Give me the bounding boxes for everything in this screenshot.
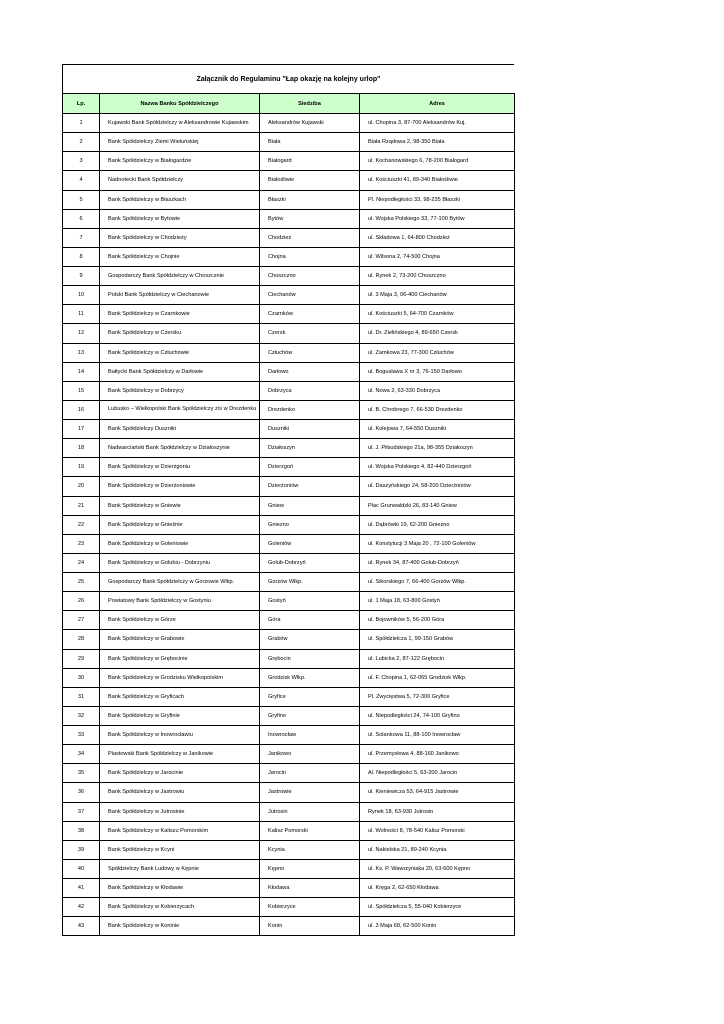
- bank-name-cell: Bank Spółdzielczy w Dzierżoniowie: [100, 477, 260, 496]
- seat-cell: Czarnków: [260, 305, 360, 324]
- bank-name-cell: Bank Spółdzielczy w Czersku: [100, 324, 260, 343]
- row-number-cell: 33: [63, 726, 100, 745]
- row-number-cell: 32: [63, 706, 100, 725]
- table-row: [63, 534, 515, 553]
- seat-cell: Grabów: [260, 630, 360, 649]
- bank-name-cell: Bank Spółdzielczy Ziemi Wieluńskiej: [100, 133, 260, 152]
- table-row: [63, 706, 515, 725]
- seat-cell: Jutrosin: [260, 802, 360, 821]
- seat-cell: Błaszki: [260, 190, 360, 209]
- address-cell: ul. Ks. P. Wawrzyniaka 20, 63-600 Kępno: [360, 859, 515, 878]
- table-row: [63, 917, 515, 936]
- row-number-cell: 29: [63, 649, 100, 668]
- row-number-cell: 2: [63, 133, 100, 152]
- table-row: [63, 439, 515, 458]
- table-row: [63, 573, 515, 592]
- column-header-lp: Lp.: [63, 94, 100, 114]
- bank-name-cell: Bank Spółdzielczy w Kłodawie: [100, 879, 260, 898]
- row-number-cell: 18: [63, 439, 100, 458]
- seat-cell: Drezdenko: [260, 400, 360, 419]
- table-row: [63, 114, 515, 133]
- bank-name-cell: Gospodarczy Bank Spółdzielczy w Gorzowie Wlkp.: [100, 573, 260, 592]
- table-row: [63, 611, 515, 630]
- row-number-cell: 12: [63, 324, 100, 343]
- address-cell: ul. Kręga 2, 62-650 Kłodawa: [360, 879, 515, 898]
- row-number-cell: 34: [63, 745, 100, 764]
- row-number-cell: 36: [63, 783, 100, 802]
- table-row: [63, 783, 515, 802]
- seat-cell: Góra: [260, 611, 360, 630]
- address-cell: ul. J. Piłsudskiego 21a, 98-355 Działoszyn: [360, 439, 515, 458]
- bank-name-cell: Powiatowy Bank Spółdzielczy w Gostyniu: [100, 592, 260, 611]
- table-row: [63, 515, 515, 534]
- address-cell: ul. Wolności 8, 78-540 Kalisz Pomorski: [360, 821, 515, 840]
- bank-name-cell: Bank Spółdzielczy w Górze: [100, 611, 260, 630]
- table-row: [63, 726, 515, 745]
- address-cell: ul. F. Chopina 1, 62-065 Grodzisk Wlkp.: [360, 668, 515, 687]
- seat-cell: Jastrowie: [260, 783, 360, 802]
- address-cell: ul. Kolejowa 7, 64-550 Duszniki: [360, 420, 515, 439]
- address-cell: Pl. Zwycięstwa 5, 72-300 Gryfice: [360, 687, 515, 706]
- bank-name-cell: Piastowski Bank Spółdzielczy w Janikowie: [100, 745, 260, 764]
- table-row: [63, 133, 515, 152]
- table-row: [63, 267, 515, 286]
- seat-cell: Chojna: [260, 247, 360, 266]
- seat-cell: Człuchów: [260, 343, 360, 362]
- seat-cell: Białośliwie: [260, 171, 360, 190]
- row-number-cell: 1: [63, 114, 100, 133]
- address-cell: ul. Kościuszki 41, 89-340 Białośliwie: [360, 171, 515, 190]
- bank-name-cell: Bank Spółdzielczy w Golubiu - Dobrzyniu: [100, 553, 260, 572]
- table-row: [63, 305, 515, 324]
- table-row: [63, 247, 515, 266]
- table-row: [63, 649, 515, 668]
- table-row: [63, 496, 515, 515]
- row-number-cell: 17: [63, 420, 100, 439]
- row-number-cell: 27: [63, 611, 100, 630]
- seat-cell: Dzierżoniów: [260, 477, 360, 496]
- row-number-cell: 10: [63, 286, 100, 305]
- seat-cell: Janikowo: [260, 745, 360, 764]
- address-cell: ul. Kochanowskiego 6, 78-200 Białogard: [360, 152, 515, 171]
- bank-name-cell: Bank Spółdzielczy w Grabowie: [100, 630, 260, 649]
- address-cell: ul. 3 Maja 68, 62-500 Konin: [360, 917, 515, 936]
- seat-cell: Gryfino: [260, 706, 360, 725]
- address-cell: ul. Chopina 3, 87-700 Aleksandrów Kuj.: [360, 114, 515, 133]
- seat-cell: Gryfice: [260, 687, 360, 706]
- column-header-name: Nazwa Banku Spółdzielczego: [100, 94, 260, 114]
- table-row: [63, 209, 515, 228]
- row-number-cell: 8: [63, 247, 100, 266]
- bank-name-cell: Bank Spółdzielczy w Dobrzycy: [100, 381, 260, 400]
- address-cell: ul. Składowa 1, 64-800 Chodzież: [360, 228, 515, 247]
- row-number-cell: 22: [63, 515, 100, 534]
- bank-name-cell: Bank Spółdzielczy w Grodzisku Wielkopolskim: [100, 668, 260, 687]
- seat-cell: Choszczno: [260, 267, 360, 286]
- table-row: [63, 381, 515, 400]
- seat-cell: Darłowo: [260, 362, 360, 381]
- table-row: [63, 343, 515, 362]
- bank-name-cell: Bank Spółdzielczy w Gryfinie: [100, 706, 260, 725]
- address-cell: ul. Rynek 34, 87-400 Golub-Dobrzyń: [360, 553, 515, 572]
- document-title: Załącznik do Regulaminu "Łap okazję na kolejny urlop": [62, 64, 514, 93]
- table-row: [63, 592, 515, 611]
- table-row: [63, 764, 515, 783]
- bank-name-cell: Bank Spółdzielczy w Jarocinie: [100, 764, 260, 783]
- seat-cell: Dobrzyca: [260, 381, 360, 400]
- seat-cell: Chodzież: [260, 228, 360, 247]
- address-cell: ul. Zamkowa 23, 77-300 Człuchów: [360, 343, 515, 362]
- table-row: [63, 362, 515, 381]
- seat-cell: Dzierzgoń: [260, 458, 360, 477]
- address-cell: Pl. Niepodległości 33, 98-235 Błaszki: [360, 190, 515, 209]
- table-row: [63, 840, 515, 859]
- row-number-cell: 16: [63, 400, 100, 419]
- bank-name-cell: Bank Spółdzielczy w Gryficach: [100, 687, 260, 706]
- row-number-cell: 31: [63, 687, 100, 706]
- bank-name-cell: Polski Bank Spółdzielczy w Ciechanowie: [100, 286, 260, 305]
- row-number-cell: 30: [63, 668, 100, 687]
- table-row: [63, 477, 515, 496]
- seat-cell: Kłodawa: [260, 879, 360, 898]
- address-cell: ul. Spółdzielcza 1, 99-150 Grabów: [360, 630, 515, 649]
- seat-cell: Biała: [260, 133, 360, 152]
- bank-name-cell: Bank Spółdzielczy w Bytowie: [100, 209, 260, 228]
- table-row: [63, 821, 515, 840]
- seat-cell: Gniew: [260, 496, 360, 515]
- address-cell: ul. Rynek 2, 73-200 Choszczno: [360, 267, 515, 286]
- address-cell: ul. 3 Maja 3, 06-400 Ciechanów: [360, 286, 515, 305]
- address-cell: ul. Solankowa 11, 88-100 Inowrocław: [360, 726, 515, 745]
- table-row: [63, 745, 515, 764]
- table-row: [63, 420, 515, 439]
- address-cell: ul. Przemysłowa 4, 88-160 Janikowo: [360, 745, 515, 764]
- seat-cell: Jarocin: [260, 764, 360, 783]
- bank-name-cell: Gospodarczy Bank Spółdzielczy w Choszcznie: [100, 267, 260, 286]
- bank-name-cell: Bank Spółdzielczy w Błaszkach: [100, 190, 260, 209]
- bank-name-cell: Bank Spółdzielczy w Dzierzgoniu: [100, 458, 260, 477]
- table-row: [63, 152, 515, 171]
- bank-name-cell: Bank Spółdzielczy w Kaliszu Pomorskim: [100, 821, 260, 840]
- address-cell: ul. Spółdzielcza 5, 55-040 Kobierzyce: [360, 898, 515, 917]
- row-number-cell: 23: [63, 534, 100, 553]
- row-number-cell: 38: [63, 821, 100, 840]
- bank-name-cell: Bank Spółdzielczy w Koninie: [100, 917, 260, 936]
- seat-cell: Kobierzyce: [260, 898, 360, 917]
- address-cell: ul. Bogusława X nr 3, 76-150 Darłowo: [360, 362, 515, 381]
- seat-cell: Golub-Dobrzyń: [260, 553, 360, 572]
- row-number-cell: 21: [63, 496, 100, 515]
- seat-cell: Duszniki: [260, 420, 360, 439]
- table-body: [63, 114, 515, 936]
- bank-name-cell: Bank Spółdzielczy w Czarnkowie: [100, 305, 260, 324]
- bank-name-cell: Bank Spółdzielczy w Kobierzycach: [100, 898, 260, 917]
- table-row: [63, 668, 515, 687]
- address-cell: Biała Rządowa 2, 98-350 Biała: [360, 133, 515, 152]
- column-header-seat: Siedziba: [260, 94, 360, 114]
- row-number-cell: 40: [63, 859, 100, 878]
- bank-name-cell: Bank Spółdzielczy w Chojnie: [100, 247, 260, 266]
- seat-cell: Inowrocław: [260, 726, 360, 745]
- bank-name-cell: Bank Spółdzielczy w Goleniowie: [100, 534, 260, 553]
- row-number-cell: 5: [63, 190, 100, 209]
- bank-name-cell: Bank Spółdzielczy w Inowrocławiu: [100, 726, 260, 745]
- bank-name-cell: Bank Spółdzielczy w Chodzieży: [100, 228, 260, 247]
- table-row: [63, 171, 515, 190]
- row-number-cell: 41: [63, 879, 100, 898]
- address-cell: ul. 1 Maja 18, 63-800 Gostyń: [360, 592, 515, 611]
- row-number-cell: 25: [63, 573, 100, 592]
- table-row: [63, 630, 515, 649]
- row-number-cell: 11: [63, 305, 100, 324]
- table-row: [63, 859, 515, 878]
- seat-cell: Ciechanów: [260, 286, 360, 305]
- table-row: [63, 458, 515, 477]
- address-cell: ul. Niepodległości 24, 74-100 Gryfino: [360, 706, 515, 725]
- document-sheet: [62, 64, 514, 936]
- bank-table: [62, 93, 515, 936]
- address-cell: ul. Dąbrówki 19, 62-200 Gniezno: [360, 515, 515, 534]
- seat-cell: Czersk: [260, 324, 360, 343]
- table-row: [63, 228, 515, 247]
- seat-cell: Kępno: [260, 859, 360, 878]
- seat-cell: Gniezno: [260, 515, 360, 534]
- row-number-cell: 3: [63, 152, 100, 171]
- bank-name-cell: Bank Spółdzielczy w Jastrowiu: [100, 783, 260, 802]
- address-cell: Al. Niepodległości 5, 63-200 Jarocin: [360, 764, 515, 783]
- row-number-cell: 6: [63, 209, 100, 228]
- row-number-cell: 42: [63, 898, 100, 917]
- address-cell: ul. Nakielska 21, 89-240 Kcynia: [360, 840, 515, 859]
- address-cell: Rynek 18, 63-930 Jutrosin: [360, 802, 515, 821]
- row-number-cell: 9: [63, 267, 100, 286]
- address-cell: ul. Kościuszki 5, 64-700 Czarnków: [360, 305, 515, 324]
- bank-name-cell: Kujawski Bank Spółdzielczy w Aleksandrowie Kujawskim: [100, 114, 260, 133]
- address-cell: ul. Daszyńskiego 24, 58-200 Dzierżoniów: [360, 477, 515, 496]
- table-row: [63, 879, 515, 898]
- bank-name-cell: Bank Spółdzielczy w Białogardzie: [100, 152, 260, 171]
- address-cell: ul. Kieniewicza 53, 64-915 Jastrowie: [360, 783, 515, 802]
- bank-name-cell: Bank Spółdzielczy w Gniewie: [100, 496, 260, 515]
- table-header-row: [63, 94, 515, 114]
- bank-name-cell: Bank Spółdzielczy w Gnieźnie: [100, 515, 260, 534]
- seat-cell: Konin: [260, 917, 360, 936]
- row-number-cell: 19: [63, 458, 100, 477]
- table-row: [63, 190, 515, 209]
- address-cell: ul. Wilsona 2, 74-500 Chojna: [360, 247, 515, 266]
- seat-cell: Goleniów: [260, 534, 360, 553]
- bank-name-cell: Spółdzielczy Bank Ludowy w Kępnie: [100, 859, 260, 878]
- seat-cell: Aleksandrów Kujawski: [260, 114, 360, 133]
- bank-name-cell: Lubusko – Wielkopolski Bank Spółdzielczy z/s w Drezdenku: [100, 400, 260, 419]
- row-number-cell: 28: [63, 630, 100, 649]
- seat-cell: Kalisz Pomorski: [260, 821, 360, 840]
- bank-name-cell: Bank Spółdzielczy w Kcyni: [100, 840, 260, 859]
- bank-name-cell: Bałtycki Bank Spółdzielczy w Darłowie: [100, 362, 260, 381]
- address-cell: ul. Nowa 2, 63-330 Dobrzyca: [360, 381, 515, 400]
- seat-cell: Grębocin: [260, 649, 360, 668]
- seat-cell: Białogard: [260, 152, 360, 171]
- seat-cell: Bytów: [260, 209, 360, 228]
- row-number-cell: 4: [63, 171, 100, 190]
- address-cell: ul. Bojowników 5, 56-200 Góra: [360, 611, 515, 630]
- row-number-cell: 26: [63, 592, 100, 611]
- row-number-cell: 39: [63, 840, 100, 859]
- address-cell: ul. B. Chrobrego 7, 66-530 Drezdenko: [360, 400, 515, 419]
- row-number-cell: 14: [63, 362, 100, 381]
- seat-cell: Gorzów Wlkp.: [260, 573, 360, 592]
- table-row: [63, 286, 515, 305]
- row-number-cell: 7: [63, 228, 100, 247]
- table-row: [63, 802, 515, 821]
- bank-name-cell: Nadwarciański Bank Spółdzielczy w Działoszynie: [100, 439, 260, 458]
- bank-name-cell: Bank Spółdzielczy w Grębocinie: [100, 649, 260, 668]
- row-number-cell: 13: [63, 343, 100, 362]
- row-number-cell: 37: [63, 802, 100, 821]
- table-row: [63, 553, 515, 572]
- row-number-cell: 20: [63, 477, 100, 496]
- bank-name-cell: Bank Spółdzielczy w Człuchowie: [100, 343, 260, 362]
- address-cell: Plac Grunwaldzki 26, 83-140 Gniew: [360, 496, 515, 515]
- bank-name-cell: Bank Spółdzielczy w Jutrosinie: [100, 802, 260, 821]
- row-number-cell: 35: [63, 764, 100, 783]
- seat-cell: Gostyń: [260, 592, 360, 611]
- address-cell: ul. Dr. Zielińskiego 4, 89-650 Czersk: [360, 324, 515, 343]
- column-header-address: Adres: [360, 94, 515, 114]
- bank-name-cell: Nadnotecki Bank Spółdzielczy: [100, 171, 260, 190]
- seat-cell: Kcynia: [260, 840, 360, 859]
- row-number-cell: 24: [63, 553, 100, 572]
- address-cell: ul. Konstytucji 3 Maja 20 , 72-100 Goleniów: [360, 534, 515, 553]
- table-row: [63, 898, 515, 917]
- row-number-cell: 15: [63, 381, 100, 400]
- table-row: [63, 687, 515, 706]
- address-cell: ul. Lubicka 2, 87-122 Grębocin: [360, 649, 515, 668]
- table-row: [63, 324, 515, 343]
- seat-cell: Grodzisk Wlkp.: [260, 668, 360, 687]
- seat-cell: Działoszyn: [260, 439, 360, 458]
- address-cell: ul. Wojska Polskiego 4, 82-440 Dzierzgoń: [360, 458, 515, 477]
- bank-name-cell: Bank Spółdzielczy Duszniki: [100, 420, 260, 439]
- address-cell: ul. Wojska Polskiego 33, 77-100 Bytów: [360, 209, 515, 228]
- table-row: [63, 400, 515, 419]
- row-number-cell: 43: [63, 917, 100, 936]
- address-cell: ul. Sikorskiego 7, 66-400 Gorzów Wlkp.: [360, 573, 515, 592]
